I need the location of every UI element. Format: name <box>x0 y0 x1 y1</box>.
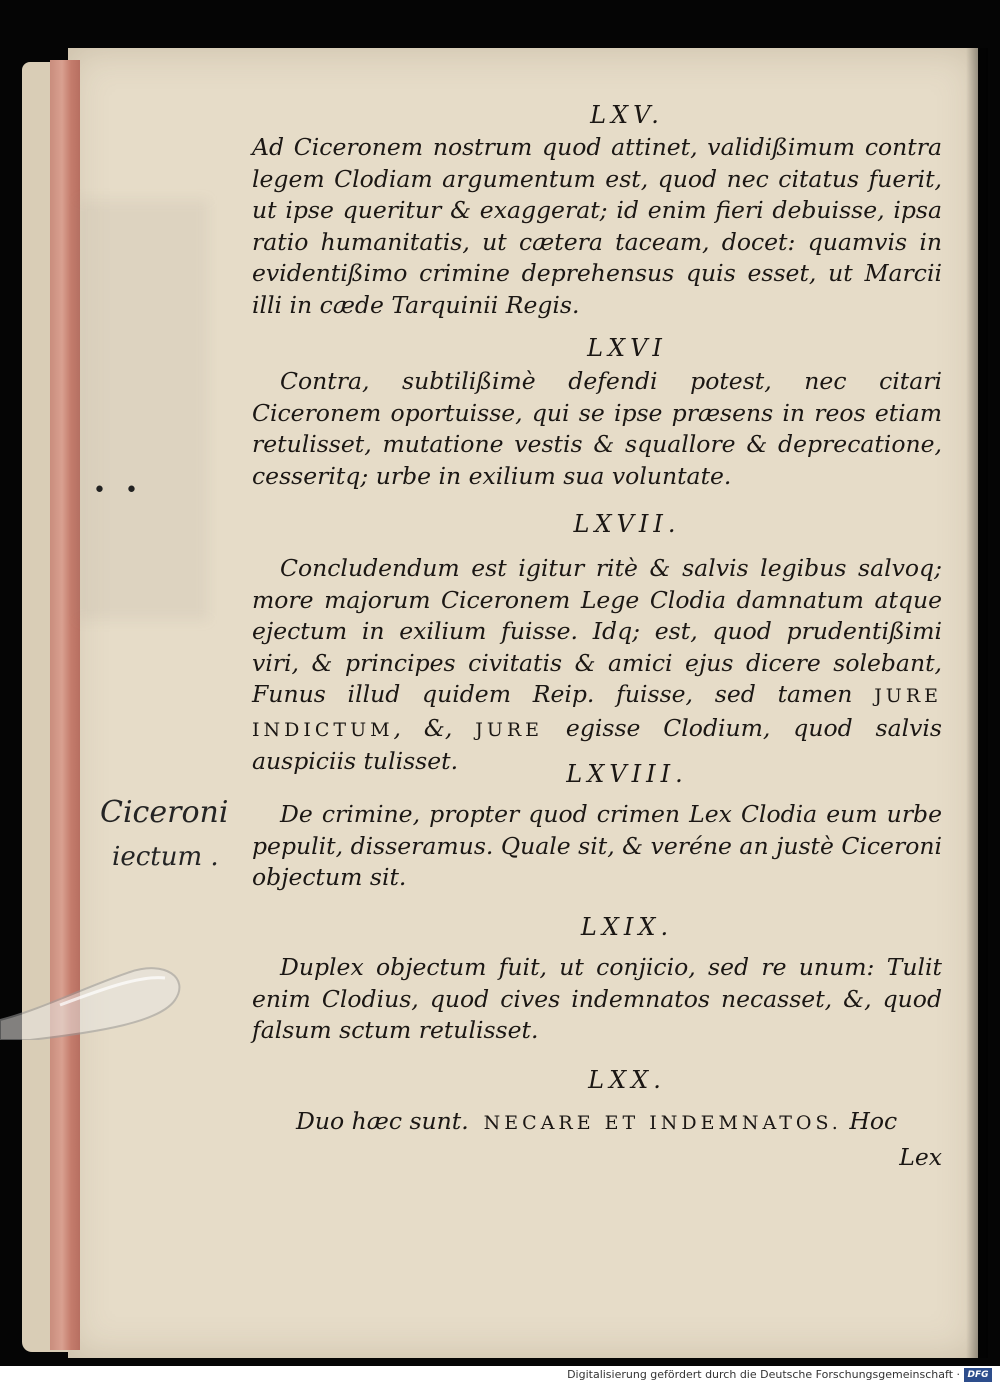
section-text-69: Duplex objectum fuit, ut conjicio, sed re unum: Tulit enim Clodius, quod cives indemnatos necasset, &, quod falsum sctum retulisset. <box>252 953 942 1044</box>
red-page-edge <box>50 60 80 1350</box>
marginal-note-iectum: iectum . <box>112 842 219 872</box>
section-text-67-part-2: , &, <box>393 713 453 742</box>
section-text-67 <box>252 553 942 778</box>
section-text-70-part-2: Hoc <box>849 1107 898 1135</box>
section-text-68: De crimine, propter quod crimen Lex Clodia eum urbe pepulit, disseramus. Quale sit, & veréne an justè Ciceroni objectum sit. <box>252 800 942 891</box>
gutter-shadow <box>966 48 988 1358</box>
section-heading-70: LXX. <box>588 1066 666 1094</box>
small-caps-jure-indictum: JURE INDICTUM <box>252 685 942 741</box>
section-text-67-part-1: Concludendum est igitur ritè & salvis legibus salvoq; more majorum Ciceronem Lege Clodia damnatum atque ejectum in exilium fuisse. Idq; est, quod prudentißimi viri, & principes civitatis & amici ejus dicere solebant, Funus illud quidem Reip. fuisse, sed tamen <box>252 554 942 708</box>
section-heading-65: LXV. <box>590 101 664 129</box>
section-heading-69: LXIX. <box>580 913 674 941</box>
section-text-67-part-3: egisse Clodium, quod salvis auspiciis tulisset. <box>252 713 942 775</box>
dfg-logo: DFG <box>964 1368 992 1382</box>
small-caps-necare: NECARE ET INDEMNATOS. <box>483 1112 842 1134</box>
show-through <box>78 200 208 620</box>
catchword: Lex <box>899 1143 942 1171</box>
section-text-65: Ad Ciceronem nostrum quod attinet, validißimum contra legem Clodiam argumentum est, quod nec citatus fuerit, ut ipse queritur & exaggerat; id enim fieri debuisse, ipsa ratio humanitatis, ut cætera taceam, docet: quamvis in evidentißimo crimine deprehensus quis esset, ut Marcii illi in cæde Tarquinii Regis. <box>252 133 942 319</box>
funding-credit: Digitalisierung gefördert durch die Deutsche Forschungsgemeinschaft · <box>567 1368 960 1381</box>
section-text-70 <box>296 1106 942 1140</box>
section-heading-67: LXVII. <box>573 510 681 538</box>
section-text-70-part-1: Duo hæc sunt. <box>296 1107 469 1135</box>
small-caps-jure: JURE <box>475 718 544 741</box>
section-text-66: Contra, subtilißimè defendi potest, nec citari Ciceronem oportuisse, qui se ipse præsens in reos etiam retulisset, mutatione vestis & squallore & deprecatione, cesseritq; urbe in exilium sua voluntate. <box>252 367 942 490</box>
section-heading-68: LXVIII. <box>566 760 688 788</box>
section-heading-66: LXVI <box>587 334 667 362</box>
page-weight-lens <box>0 960 190 1040</box>
margin-dots: • • <box>93 478 144 503</box>
marginal-note-ciceroni: Ciceroni <box>100 795 229 830</box>
